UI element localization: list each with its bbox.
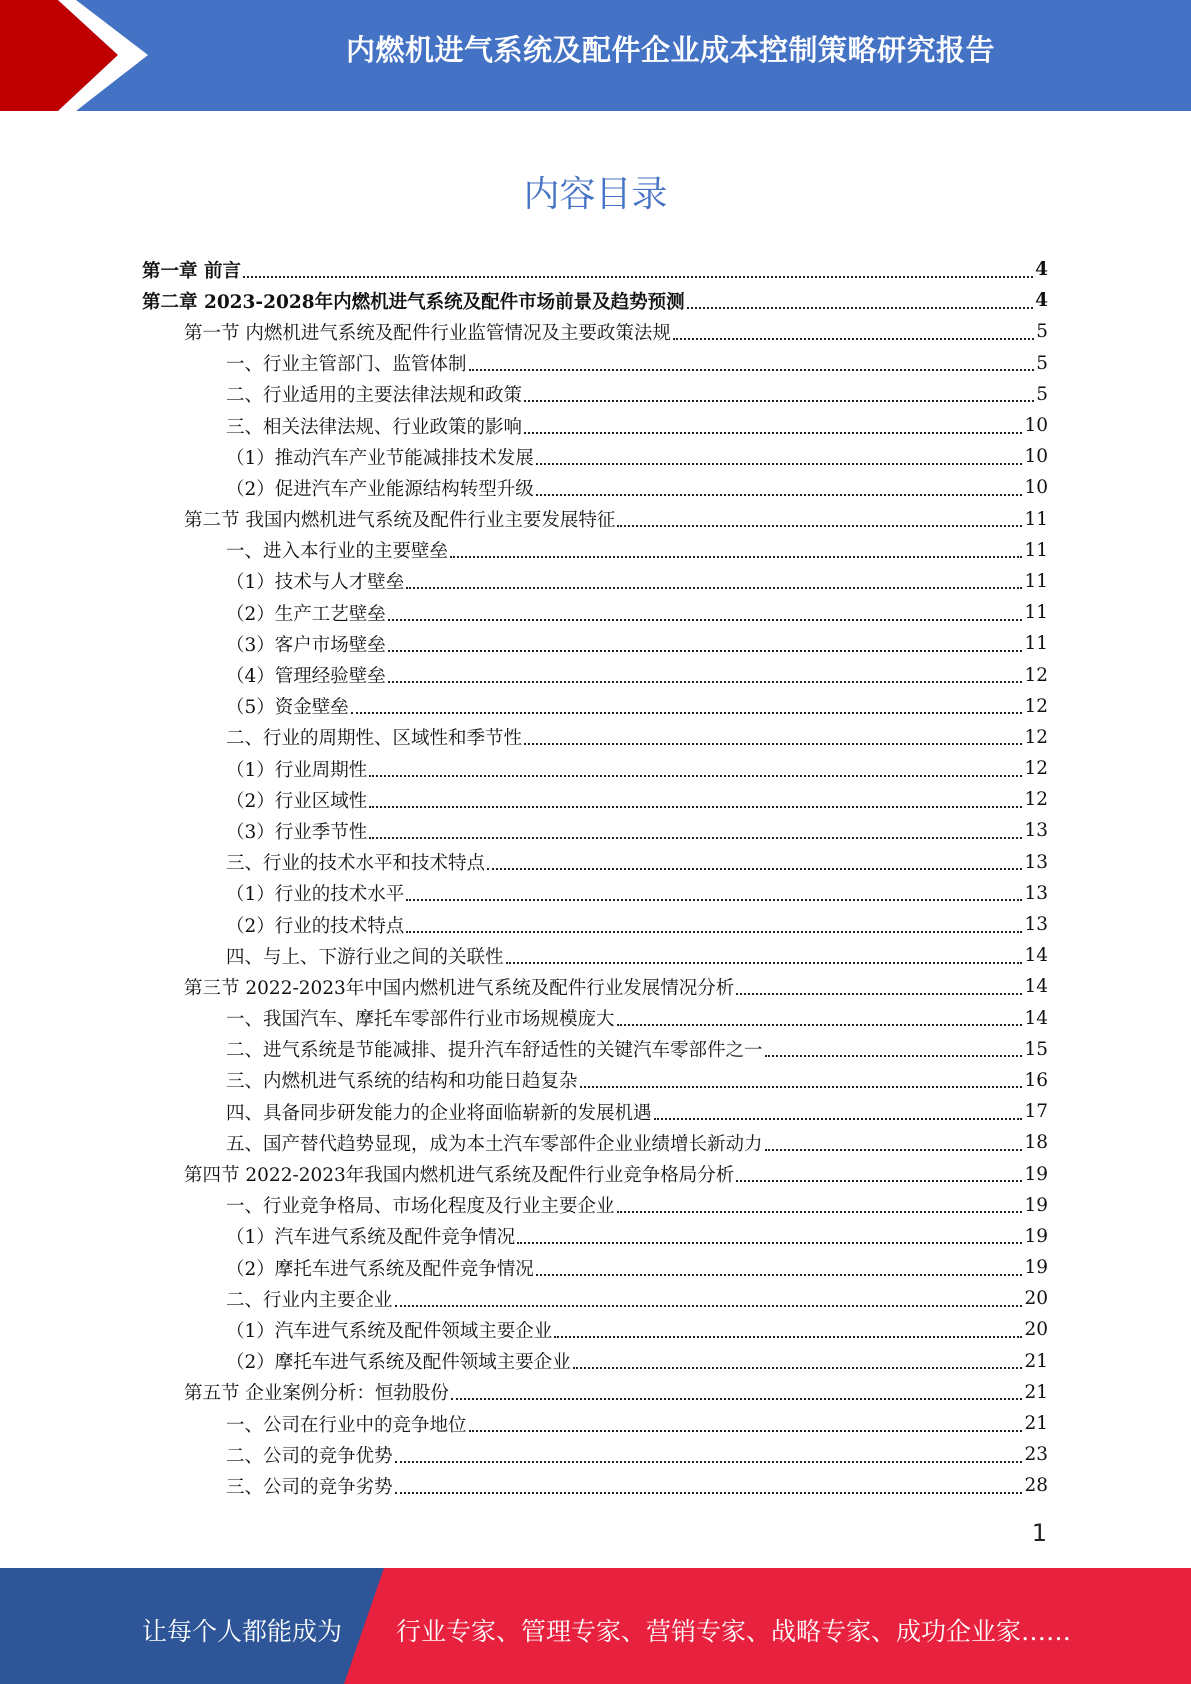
toc-entry-page: 13 — [1024, 914, 1048, 936]
toc-entry-title: 二、行业内主要企业 — [226, 1289, 393, 1311]
toc-entry[interactable] — [142, 1439, 1048, 1470]
toc-entry-title: （2）生产工艺壁垒 — [226, 603, 386, 625]
toc-dot-leader — [406, 913, 1022, 933]
toc-entry[interactable] — [142, 254, 1048, 285]
toc-entry-page: 10 — [1024, 446, 1048, 468]
toc-entry-title: （1）汽车进气系统及配件领域主要企业 — [226, 1320, 553, 1342]
toc-entry[interactable] — [142, 909, 1048, 940]
toc-entry-title: 二、行业适用的主要法律法规和政策 — [226, 385, 523, 407]
toc-entry[interactable] — [142, 784, 1048, 815]
toc-entry-page: 13 — [1024, 820, 1048, 842]
toc-entry[interactable] — [142, 1470, 1048, 1501]
toc-dot-leader — [517, 1224, 1022, 1244]
toc-entry-page: 11 — [1024, 539, 1048, 561]
toc-entry-title: 二、进气系统是节能减排、提升汽车舒适性的关键汽车零部件之一 — [226, 1040, 763, 1062]
toc-entry-page: 12 — [1024, 758, 1048, 780]
toc-dot-leader — [617, 507, 1022, 527]
toc-dot-leader — [536, 1256, 1023, 1276]
toc-entry[interactable] — [142, 1034, 1048, 1065]
toc-heading: 内容目录 — [523, 174, 668, 215]
toc-entry-page: 19 — [1024, 1225, 1048, 1247]
toc-entry[interactable] — [142, 878, 1048, 909]
toc-entry-title: 一、我国汽车、摩托车零部件行业市场规模庞大 — [226, 1009, 615, 1031]
toc-entry-title: 第二章 2023-2028年内燃机进气系统及配件市场前景及趋势预测 — [142, 291, 685, 313]
toc-entry[interactable] — [142, 472, 1048, 503]
toc-dot-leader — [395, 1443, 1023, 1463]
toc-entry-page: 4 — [1035, 290, 1048, 312]
toc-entry-title: 三、行业的技术水平和技术特点 — [226, 853, 486, 875]
toc-entry[interactable] — [142, 815, 1048, 846]
toc-entry-page: 28 — [1024, 1475, 1048, 1497]
toc-entry-title: （5）资金壁垒 — [226, 697, 349, 719]
toc-entry[interactable] — [142, 441, 1048, 472]
toc-entry-title: （3）行业季节性 — [226, 821, 368, 843]
toc-entry-page: 13 — [1024, 882, 1048, 904]
toc-entry-title: 一、公司在行业中的竞争地位 — [226, 1414, 467, 1436]
toc-entry-page: 19 — [1024, 1257, 1048, 1279]
toc-entry-page: 20 — [1024, 1288, 1048, 1310]
toc-dot-leader — [536, 476, 1023, 496]
toc-entry[interactable] — [142, 1221, 1048, 1252]
toc-entry[interactable] — [142, 535, 1048, 566]
toc-dot-leader — [395, 1287, 1023, 1307]
toc-entry[interactable] — [142, 722, 1048, 753]
toc-entry[interactable] — [142, 597, 1048, 628]
toc-entry[interactable] — [142, 1252, 1048, 1283]
toc-entry-title: 四、具备同步研发能力的企业将面临崭新的发展机遇 — [226, 1102, 652, 1124]
toc-dot-leader — [243, 258, 1033, 278]
toc-entry-page: 18 — [1024, 1132, 1048, 1154]
toc-entry[interactable] — [142, 566, 1048, 597]
toc-entry-page: 11 — [1024, 508, 1048, 530]
header-bar — [0, 0, 1191, 111]
toc-entry[interactable] — [142, 1096, 1048, 1127]
toc-entry-title: （1）汽车进气系统及配件竞争情况 — [226, 1227, 516, 1249]
toc-entry[interactable] — [142, 1283, 1048, 1314]
toc-entry-page: 12 — [1024, 695, 1048, 717]
toc-entry-title: （2）摩托车进气系统及配件领域主要企业 — [226, 1352, 571, 1374]
toc-entry-title: 第一节 内燃机进气系统及配件行业监管情况及主要政策法规 — [184, 322, 671, 344]
toc-entry-title: 第三节 2022-2023年中国内燃机进气系统及配件行业发展情况分析 — [184, 977, 735, 999]
toc-dot-leader — [406, 881, 1022, 901]
toc-entry[interactable] — [142, 1003, 1048, 1034]
toc-entry-title: （2）促进汽车产业能源结构转型升级 — [226, 478, 534, 500]
toc-entry-title: 四、与上、下游行业之间的关联性 — [226, 946, 504, 968]
toc-entry-title: （1）行业周期性 — [226, 759, 368, 781]
toc-entry-page: 15 — [1024, 1038, 1048, 1060]
toc-dot-leader — [536, 445, 1023, 465]
toc-entry[interactable] — [142, 847, 1048, 878]
toc-entry-title: （2）行业区域性 — [226, 790, 368, 812]
toc-dot-leader — [580, 1068, 1023, 1088]
report-title: 内燃机进气系统及配件企业成本控制策略研究报告 — [345, 33, 995, 67]
toc-entry-page: 16 — [1024, 1069, 1048, 1091]
toc-dot-leader — [524, 725, 1022, 745]
toc-dot-leader — [450, 538, 1022, 558]
toc-entry-page: 19 — [1024, 1194, 1048, 1216]
toc-entry-title: 一、进入本行业的主要壁垒 — [226, 541, 449, 563]
toc-entry-page: 4 — [1035, 259, 1048, 281]
toc-entry-title: （2）行业的技术特点 — [226, 915, 405, 937]
toc-entry[interactable] — [142, 940, 1048, 971]
toc-dot-leader — [736, 975, 1022, 995]
toc-dot-leader — [469, 351, 1035, 371]
toc-entry-page: 17 — [1024, 1101, 1048, 1123]
toc-entry-page: 21 — [1024, 1413, 1048, 1435]
toc-entry-title: 二、公司的竞争优势 — [226, 1445, 393, 1467]
toc-dot-leader — [369, 819, 1022, 839]
toc-entry-page: 11 — [1024, 633, 1048, 655]
page-number: 1 — [1031, 1519, 1047, 1547]
toc-entry-page: 5 — [1036, 352, 1048, 374]
footer-slogan-right: 行业专家、管理专家、营销专家、战略专家、成功企业家…… — [396, 1617, 1072, 1646]
toc-entry-title: （1）行业的技术水平 — [226, 884, 405, 906]
toc-entry-title: 一、行业竞争格局、市场化程度及行业主要企业 — [226, 1196, 615, 1218]
toc-dot-leader — [687, 289, 1034, 309]
toc-dot-leader — [765, 1131, 1023, 1151]
toc-dot-leader — [617, 1006, 1023, 1026]
toc-entry[interactable] — [142, 1065, 1048, 1096]
toc-dot-leader — [487, 850, 1022, 870]
toc-entry[interactable] — [142, 1158, 1048, 1189]
toc-entry[interactable] — [142, 504, 1048, 535]
toc-entry-page: 20 — [1024, 1319, 1048, 1341]
toc-dot-leader — [369, 757, 1022, 777]
toc-entry-page: 19 — [1024, 1163, 1048, 1185]
toc-dot-leader — [469, 1412, 1023, 1432]
toc-entry[interactable] — [142, 659, 1048, 690]
header-arrow-decoration — [0, 0, 160, 111]
toc-entry-title: 三、相关法律法规、行业政策的影响 — [226, 416, 523, 438]
toc-entry-title: 第四节 2022-2023年我国内燃机进气系统及配件行业竞争格局分析 — [184, 1165, 735, 1187]
toc-entry[interactable] — [142, 285, 1048, 316]
toc-entry[interactable] — [142, 1314, 1048, 1345]
toc-entry-title: （4）管理经验壁垒 — [226, 666, 386, 688]
toc-entry-page: 12 — [1024, 664, 1048, 686]
toc-entry-page: 14 — [1024, 945, 1048, 967]
toc-entry-title: （2）摩托车进气系统及配件竞争情况 — [226, 1258, 534, 1280]
footer-slogan-left: 让每个人都能成为 — [142, 1617, 343, 1646]
toc-entry[interactable] — [142, 971, 1048, 1002]
toc-entry[interactable] — [142, 1127, 1048, 1158]
toc-entry[interactable] — [142, 410, 1048, 441]
toc-entry-page: 11 — [1024, 570, 1048, 592]
toc-dot-leader — [673, 320, 1034, 340]
toc-entry-page: 21 — [1024, 1350, 1048, 1372]
toc-entry-title: 五、国产替代趋势显现，成为本土汽车零部件企业业绩增长新动力 — [226, 1133, 763, 1155]
toc-entry-title: 三、内燃机进气系统的结构和功能日趋复杂 — [226, 1071, 578, 1093]
toc-entry[interactable] — [142, 348, 1048, 379]
toc-dot-leader — [524, 414, 1022, 434]
toc-entry[interactable] — [142, 753, 1048, 784]
toc-dot-leader — [506, 944, 1023, 964]
toc-dot-leader — [736, 1162, 1022, 1182]
toc-entry[interactable] — [142, 691, 1048, 722]
toc-entry-title: （1）推动汽车产业节能减排技术发展 — [226, 447, 534, 469]
toc-entry-page: 11 — [1024, 602, 1048, 624]
toc-dot-leader — [654, 1100, 1023, 1120]
toc-entry-page: 12 — [1024, 789, 1048, 811]
toc-entry-page: 14 — [1024, 976, 1048, 998]
toc-dot-leader — [369, 788, 1022, 808]
toc-entry-page: 10 — [1024, 415, 1048, 437]
toc-entry-page: 5 — [1036, 321, 1048, 343]
toc-entry-page: 10 — [1024, 477, 1048, 499]
toc-dot-leader — [554, 1318, 1022, 1338]
toc-entry-page: 13 — [1024, 851, 1048, 873]
toc-entry[interactable] — [142, 316, 1048, 347]
toc-entry[interactable] — [142, 1377, 1048, 1408]
toc-entry-title: （3）客户市场壁垒 — [226, 634, 386, 656]
toc-entry[interactable] — [142, 379, 1048, 410]
toc-entry-page: 14 — [1024, 1007, 1048, 1029]
toc-entry-title: 第二节 我国内燃机进气系统及配件行业主要发展特征 — [184, 510, 616, 532]
toc-entry-page: 23 — [1024, 1444, 1048, 1466]
toc-dot-leader — [388, 632, 1023, 652]
toc-entry-page: 21 — [1024, 1381, 1048, 1403]
toc-entry[interactable] — [142, 1190, 1048, 1221]
toc-entry-title: 一、行业主管部门、监管体制 — [226, 354, 467, 376]
toc-dot-leader — [573, 1349, 1023, 1369]
toc-entry-title: 第五节 企业案例分析：恒勃股份 — [184, 1383, 449, 1405]
toc-entry-page: 12 — [1024, 726, 1048, 748]
footer-bar — [0, 1568, 1191, 1684]
toc-entry-title: 三、公司的竞争劣势 — [226, 1476, 393, 1498]
toc-entry-title: 二、行业的周期性、区域性和季节性 — [226, 728, 523, 750]
toc-dot-leader — [765, 1037, 1023, 1057]
toc-entry-title: 第一章 前言 — [142, 260, 241, 282]
toc-dot-leader — [395, 1474, 1023, 1494]
toc-entry-title: （1）技术与人才壁垒 — [226, 572, 405, 594]
toc-entry[interactable] — [142, 628, 1048, 659]
toc-dot-leader — [617, 1193, 1023, 1213]
toc-dot-leader — [406, 569, 1022, 589]
toc-entry[interactable] — [142, 1408, 1048, 1439]
toc-dot-leader — [351, 694, 1023, 714]
table-of-contents — [142, 254, 1048, 1502]
toc-dot-leader — [451, 1380, 1023, 1400]
toc-entry-page: 5 — [1036, 383, 1048, 405]
toc-dot-leader — [524, 382, 1034, 402]
toc-dot-leader — [388, 601, 1023, 621]
toc-entry[interactable] — [142, 1346, 1048, 1377]
toc-dot-leader — [388, 663, 1023, 683]
